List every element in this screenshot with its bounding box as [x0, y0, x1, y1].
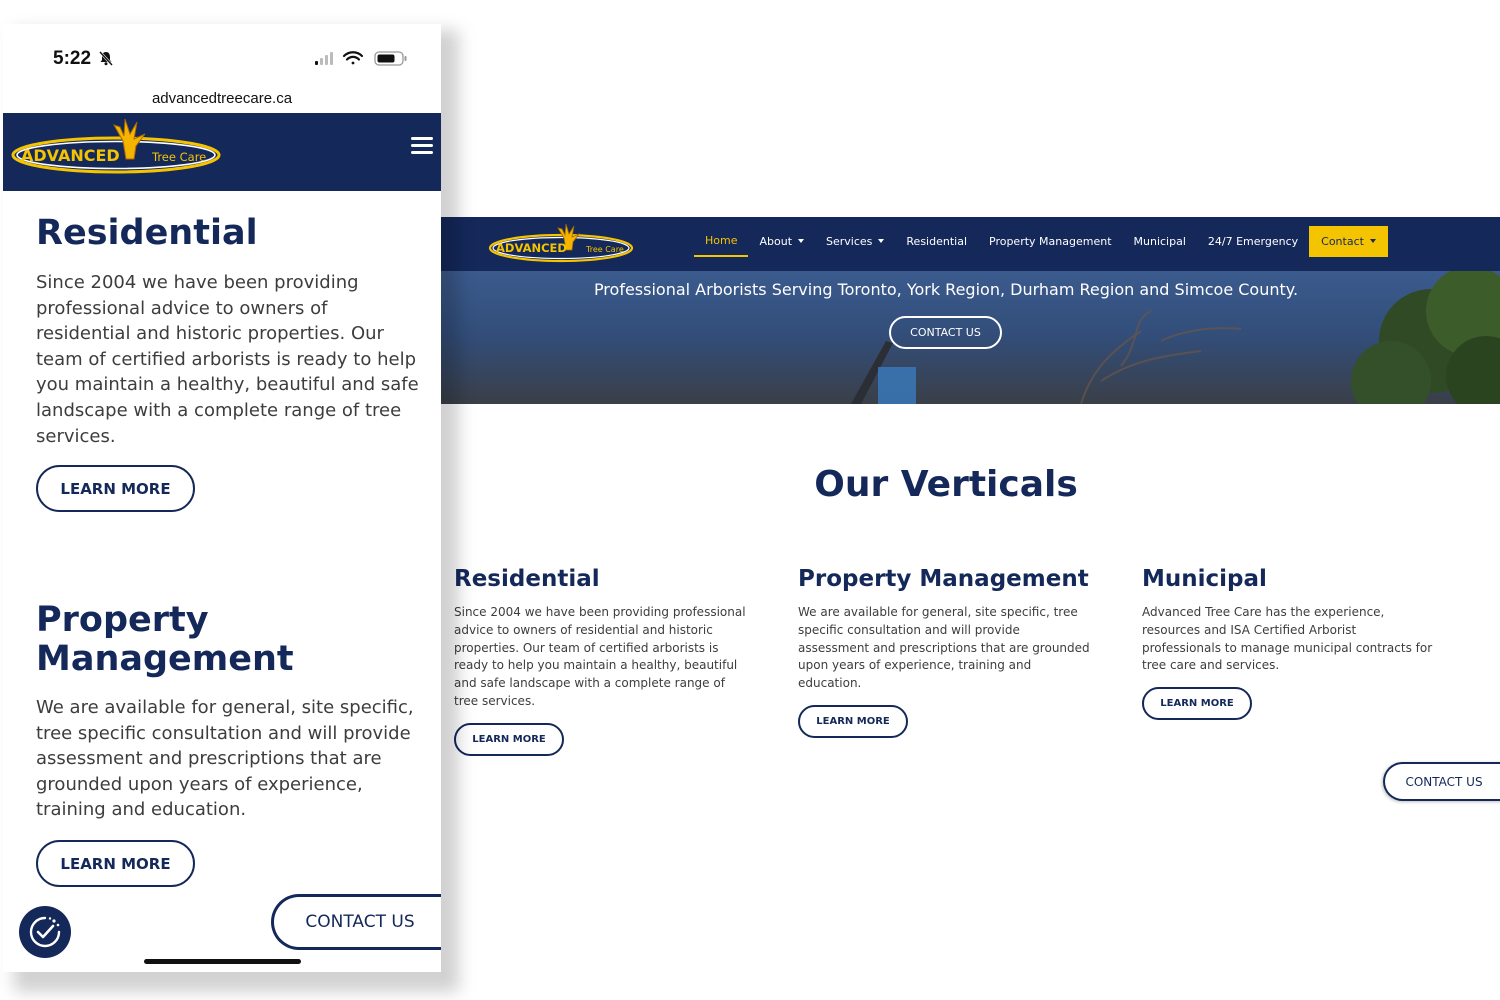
mobile-header [3, 113, 441, 191]
nav-home[interactable]: Home [694, 225, 748, 257]
desktop-main-menu [694, 225, 1388, 257]
vertical-body: Advanced Tree Care has the experience, resources and ISA Certified Arborist professionals to manage municipal contracts for tree care and services. [1142, 605, 1433, 673]
nav-contact[interactable]: Contact [1309, 226, 1388, 257]
desktop-page [441, 217, 1500, 1000]
signal-icon [315, 52, 333, 65]
vertical-property-management [798, 566, 1093, 738]
home-indicator[interactable] [144, 959, 301, 964]
learn-more-button[interactable]: LEARN MORE [798, 705, 908, 738]
nav-about[interactable]: About [748, 225, 815, 257]
svg-text:Tree Care: Tree Care [586, 245, 624, 254]
mobile-screenshot [3, 24, 441, 972]
hero-contact-button[interactable]: CONTACT US [889, 316, 1002, 349]
svg-text:Tree Care: Tree Care [152, 150, 207, 164]
address-bar-url[interactable]: advancedtreecare.ca [151, 90, 293, 107]
svg-text:ADVANCED: ADVANCED [496, 241, 567, 255]
accessibility-check-icon[interactable] [19, 906, 71, 958]
learn-more-button[interactable]: LEARN MORE [1142, 687, 1252, 720]
nav-emergency[interactable]: 24/7 Emergency [1207, 234, 1299, 248]
nav-property-management[interactable]: Property Management [989, 234, 1112, 248]
vertical-heading: Residential [454, 566, 600, 592]
vertical-residential [454, 566, 749, 756]
status-icons [315, 50, 410, 66]
learn-more-button[interactable]: LEARN MORE [454, 723, 564, 756]
caret-down-icon [878, 239, 884, 243]
section-heading-property-management: Property Management [36, 600, 294, 679]
battery-icon [375, 52, 407, 65]
desktop-logo[interactable] [488, 220, 634, 264]
status-time: 5:22 [53, 48, 92, 69]
caret-down-icon [798, 239, 804, 243]
section-heading-residential: Residential [36, 213, 258, 253]
wifi-icon [344, 52, 362, 64]
vertical-body: We are available for general, site specific, tree specific consultation and will provide assessment and prescriptions that are grounded upon years of experience, training and education. [798, 605, 1090, 691]
hero-banner [441, 271, 1500, 404]
vertical-municipal [1142, 566, 1437, 720]
bell-slash-icon [98, 50, 114, 66]
learn-more-button[interactable]: LEARN MORE [36, 465, 195, 512]
vertical-heading: Property Management [798, 566, 1089, 592]
section-body-residential: Since 2004 we have been providing professional advice to owners of residential and historic properties. Our team of certified arborists is ready to help you maintain a healthy, beautiful and safe landscape with a complete range of tree services. [36, 272, 419, 447]
section-body-property-management: We are available for general, site specific, tree specific consultation and will provide assessment and prescriptions that are grounded upon years of experience, training and education. [36, 697, 414, 821]
caret-down-icon [1370, 239, 1376, 243]
nav-municipal[interactable]: Municipal [1133, 234, 1186, 248]
vertical-heading: Municipal [1142, 566, 1267, 592]
floating-contact-button[interactable]: CONTACT US [271, 894, 441, 950]
desktop-header [441, 217, 1500, 271]
floating-contact-button[interactable]: CONTACT US [1383, 762, 1500, 801]
nav-residential[interactable]: Residential [906, 234, 967, 248]
verticals-heading: Our Verticals [814, 464, 1078, 505]
hamburger-menu-icon[interactable] [411, 137, 433, 155]
mobile-logo[interactable] [10, 115, 222, 179]
hero-tagline: Professional Arborists Serving Toronto, York Region, Durham Region and Simcoe County. [593, 280, 1299, 299]
vertical-body: Since 2004 we have been providing professional advice to owners of residential and historic properties. Our team of certified arborists is ready to help you maintain a healthy, beautiful and safe landscape with a complete range of tree services. [454, 605, 746, 708]
learn-more-button[interactable]: LEARN MORE [36, 840, 195, 887]
nav-services[interactable]: Services [815, 225, 895, 257]
svg-text:ADVANCED: ADVANCED [21, 146, 120, 165]
